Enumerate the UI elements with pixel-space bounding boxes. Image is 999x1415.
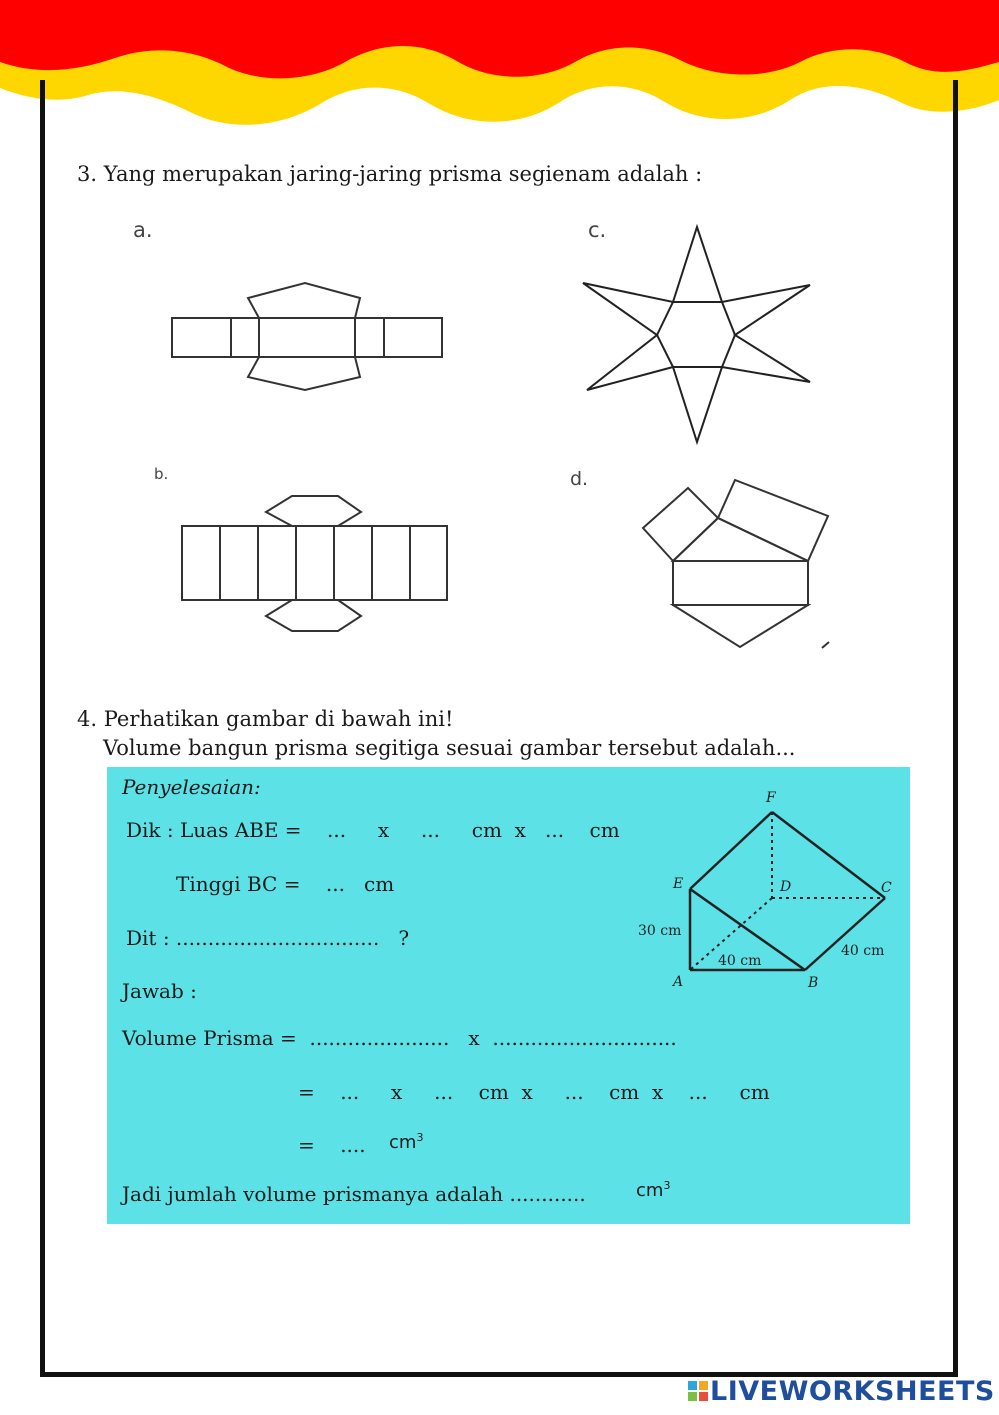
option-c-net-diagram[interactable] xyxy=(575,220,820,448)
option-d-net-diagram[interactable] xyxy=(635,470,835,660)
calculation-line-1[interactable]: = ... x ... cm x ... cm x ... cm xyxy=(298,1080,770,1104)
given-height-line[interactable]: Tinggi BC = ... cm xyxy=(176,872,395,896)
asked-line[interactable]: Dit : ................................ ? xyxy=(126,926,410,950)
vertex-c-label: C xyxy=(881,880,892,896)
vertex-e-label: E xyxy=(673,876,684,892)
cubic-unit-2: $cm^3$ xyxy=(636,1179,671,1201)
answer-label: Jawab : xyxy=(122,979,197,1003)
question-4-subtext: Volume bangun prisma segitiga sesuai gambar tersebut adalah... xyxy=(103,736,796,760)
question-3-text: 3. Yang merupakan jaring-jaring prisma segienam adalah : xyxy=(77,162,703,186)
edge-bc-label: 40 cm xyxy=(841,943,885,959)
vertex-a-label: A xyxy=(673,974,684,990)
option-b-net-diagram[interactable] xyxy=(175,490,455,635)
given-area-line[interactable]: Dik : Luas ABE = ... x ... cm x ... cm xyxy=(126,818,620,842)
option-c-label: c. xyxy=(588,218,607,242)
option-b-label: b. xyxy=(154,465,169,483)
triangular-prism-figure xyxy=(630,780,910,995)
calculation-line-2[interactable]: = .... xyxy=(298,1133,366,1157)
vertex-f-label: F xyxy=(766,790,776,806)
option-a-label: a. xyxy=(133,218,153,242)
cubic-unit-1: $cm^3$ xyxy=(389,1131,424,1153)
option-d-label: d. xyxy=(570,468,589,490)
question-4-text: 4. Perhatikan gambar di bawah ini! xyxy=(77,707,454,731)
option-a-net-diagram[interactable] xyxy=(165,278,450,393)
liveworksheets-brand-text: LIVEWORKSHEETS xyxy=(710,1375,995,1407)
volume-formula-line[interactable]: Volume Prisma = ...................... x ............................. xyxy=(122,1026,677,1050)
vertex-d-label: D xyxy=(780,879,792,895)
conclusion-line[interactable]: Jadi jumlah volume prismanya adalah ............ xyxy=(122,1182,586,1206)
solution-heading: Penyelesaian: xyxy=(122,775,261,799)
edge-ae-label: 30 cm xyxy=(638,923,682,939)
liveworksheets-brand xyxy=(688,1373,995,1409)
vertex-b-label: B xyxy=(808,975,819,991)
edge-ab-label: 40 cm xyxy=(718,953,762,969)
liveworksheets-logo-icon xyxy=(688,1381,708,1401)
